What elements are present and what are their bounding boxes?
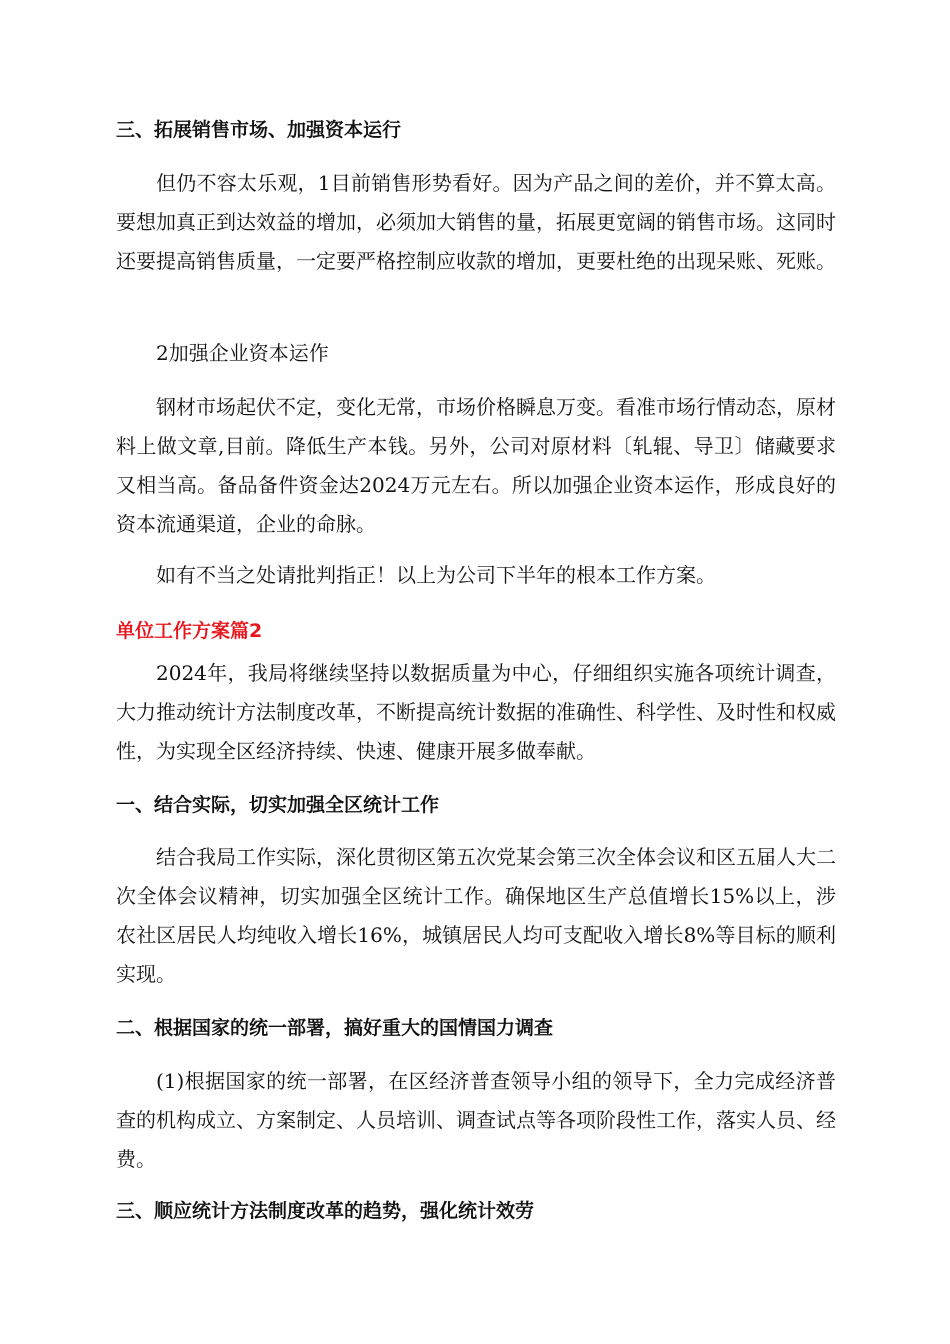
paragraph-2024-plan: 2024年，我局将继续坚持以数据质量为中心，仔细组织实施各项统计调查，大力推动统计方法制度改革，不断提高统计数据的准确性、科学性、及时性和权威性，为实现全区经济持续、快速、健康开展多做奉献。 [116, 661, 836, 763]
section-heading-strengthen-statistics: 一、结合实际，切实加强全区统计工作 [116, 794, 440, 816]
document-section-title: 单位工作方案篇2 [116, 620, 263, 642]
section-heading-national-survey: 二、根据国家的统一部署，搞好重大的国情国力调查 [116, 1017, 554, 1039]
paragraph-capital-operation-subtitle: 2加强企业资本运作 [156, 341, 329, 365]
paragraph-sales-outlook: 但仍不容太乐观，1目前销售形势看好。因为产品之间的差价，并不算太高。要想加真正到达效益的增加，必须加大销售的量，拓展更宽阔的销售市场。这同时还要提高销售质量，一定要严格控制应收款的增加，更要杜绝的出现呆账、死账。 [116, 171, 836, 273]
paragraph-closing-remark: 如有不当之处请批判指正！以上为公司下半年的根本工作方案。 [156, 563, 716, 587]
paragraph-steel-market: 钢材市场起伏不定，变化无常，市场价格瞬息万变。看准市场行情动态，原材料上做文章,目前。降低生产本钱。另外，公司对原材料〔轧辊、导卫〕储藏要求又相当高。备品备件资金达2024万元左右。所以加强企业资本运作，形成良好的资本流通渠道，企业的命脉。 [116, 395, 836, 536]
section-heading-expand-market: 三、拓展销售市场、加强资本运行 [116, 119, 402, 141]
paragraph-work-targets: 结合我局工作实际，深化贯彻区第五次党某会第三次全体会议和区五届人大二次全体会议精神，切实加强全区统计工作。确保地区生产总值增长15%以上，涉农社区居民人均纯收入增长16%，城镇居民人均可支配收入增长8%等目标的顺利实现。 [116, 845, 836, 986]
section-heading-reform-trend: 三、顺应统计方法制度改革的趋势，强化统计效劳 [116, 1200, 535, 1222]
paragraph-economic-census: (1)根据国家的统一部署，在区经济普查领导小组的领导下，全力完成经济普查的机构成立、方案制定、人员培训、调查试点等各项阶段性工作，落实人员、经费。 [116, 1069, 836, 1171]
